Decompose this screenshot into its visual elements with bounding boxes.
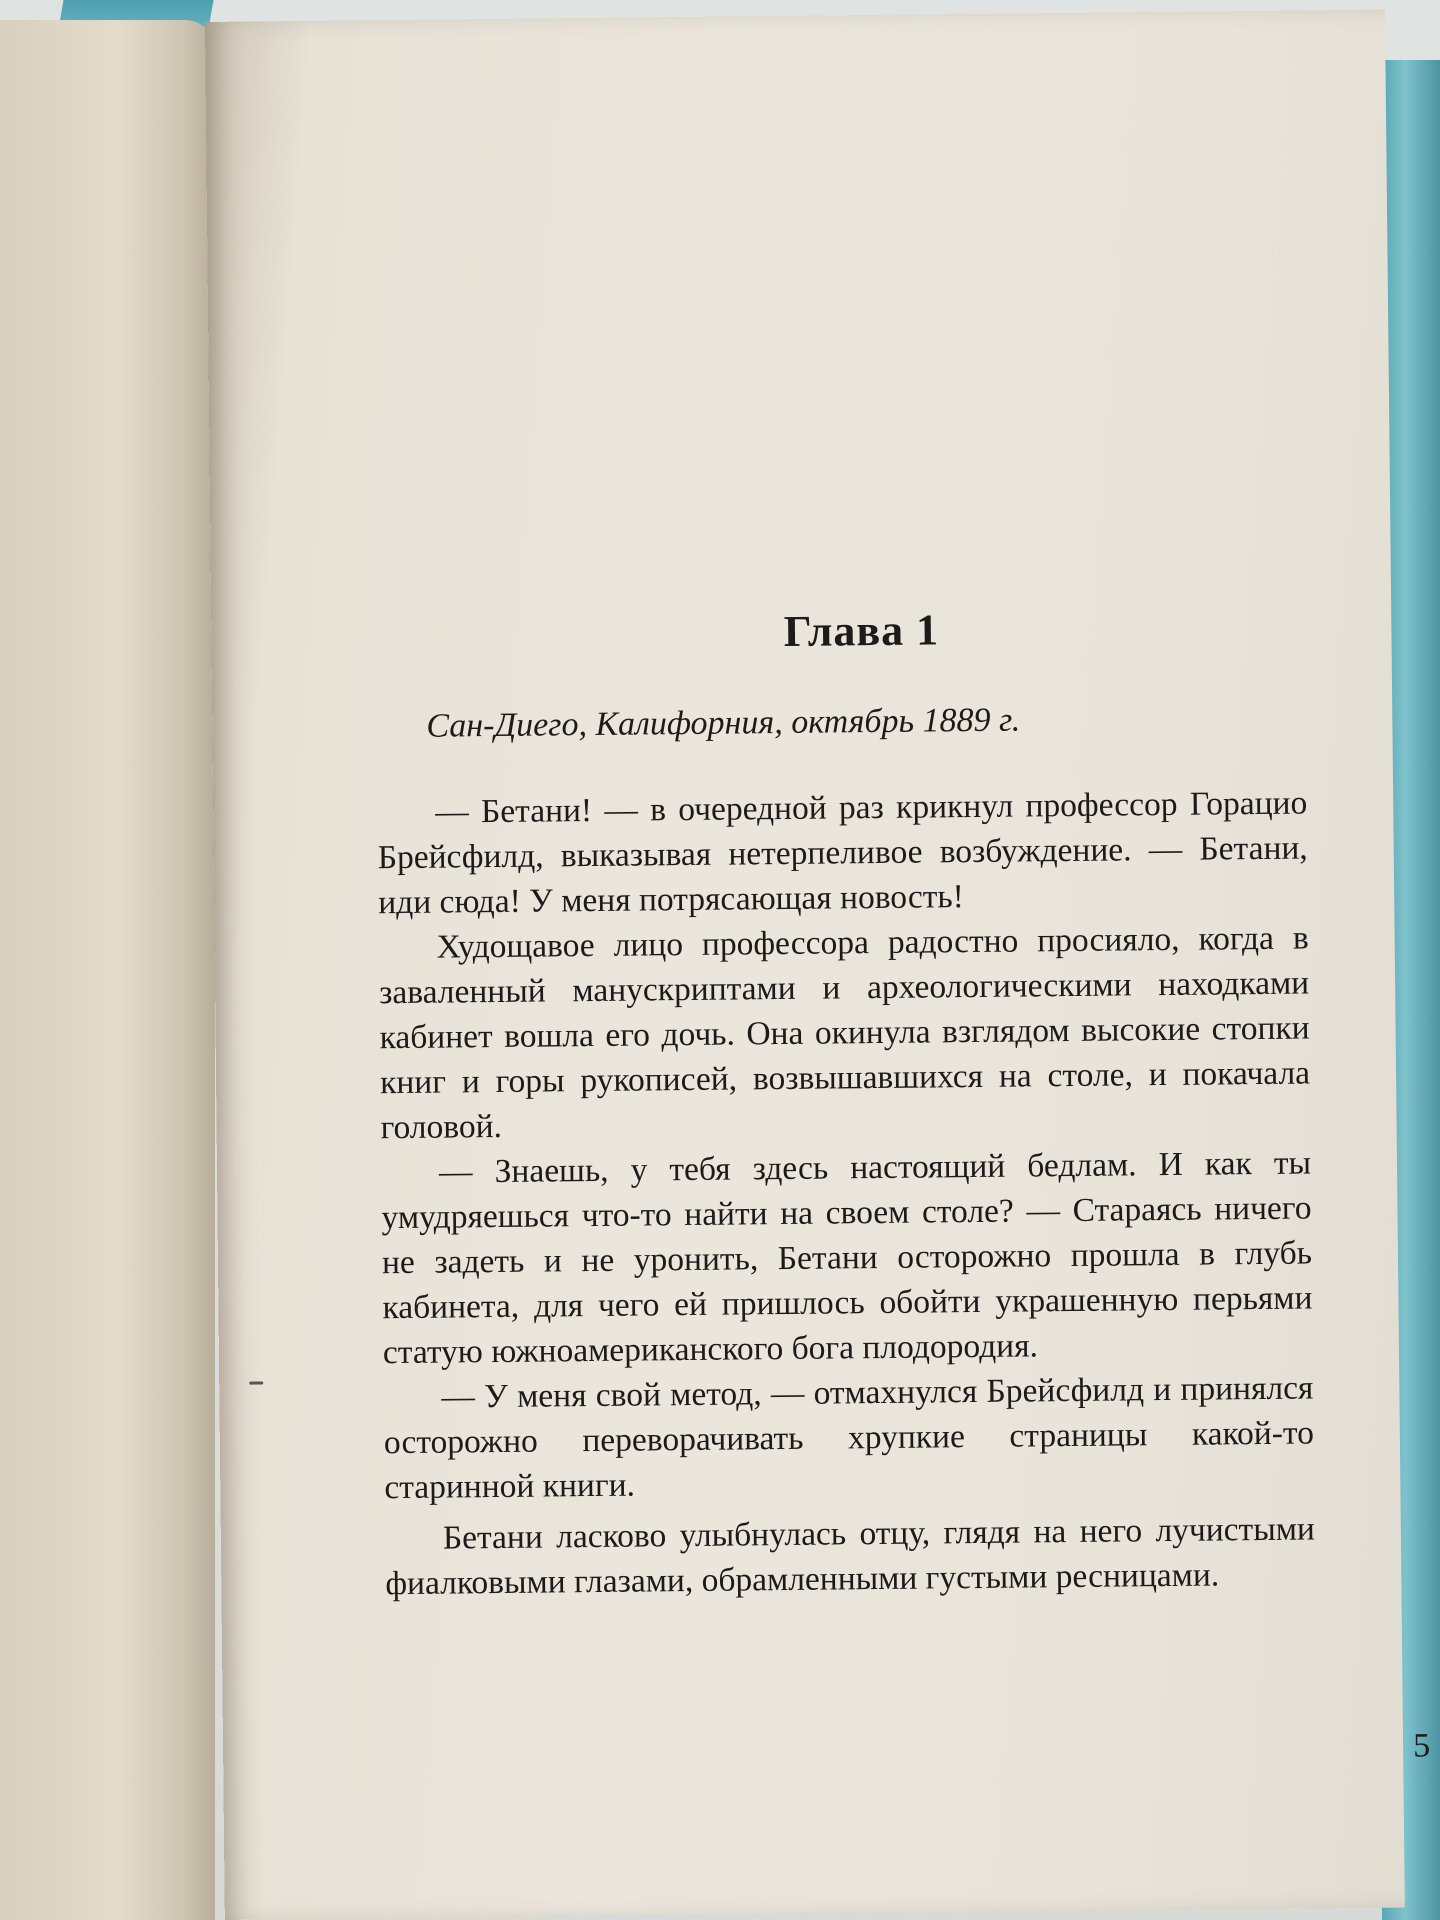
page-number: 5 [1412,1727,1431,1765]
left-page [0,20,215,1920]
paragraph: — Бетани! — в очередной раз крикнул профессор Горацио Брейсфилд, выказывая нетерпеливое возбуждение. — Бетани, иди сюда! У меня потрясающая новость! [377,784,1308,922]
page-content [355,11,1431,1919]
body-text [377,781,1315,1607]
paragraph: — Знаешь, у тебя здесь настоящий бедлам. И как ты умудряешься что-то найти на своем столе? — Стараясь ничего не задеть и не уронить, Бетани осторожно прошла в глубь кабинета, для чего ей пришлось обойти украшенную перьями статую южноамериканского бога плодородия. [381,1144,1313,1372]
paragraph: Худощавое лицо профессора радостно просияло, когда в заваленный манускриптами и археологическими находками кабинет вошла его дочь. Она окинула взглядом высокие стопки книг и горы рукописей, возвышавшихся на столе, и покачала головой. [378,919,1311,1147]
paper-speck [249,1381,263,1384]
location-line: Сан-Диего, Калифорния, октябрь 1889 г. [426,701,1021,745]
paragraph: Бетани ласково улыбнулась отцу, глядя на него лучистыми фиалковыми глазами, обрамленными густыми ресницами. [385,1510,1316,1603]
chapter-title: Глава 1 [783,605,940,656]
right-page [205,10,1431,1920]
paragraph: — У меня свой метод, — отмахнулся Брейсфилд и принялся осторожно переворачивать хрупкие страницы какой-то старинной книги. [383,1369,1315,1507]
